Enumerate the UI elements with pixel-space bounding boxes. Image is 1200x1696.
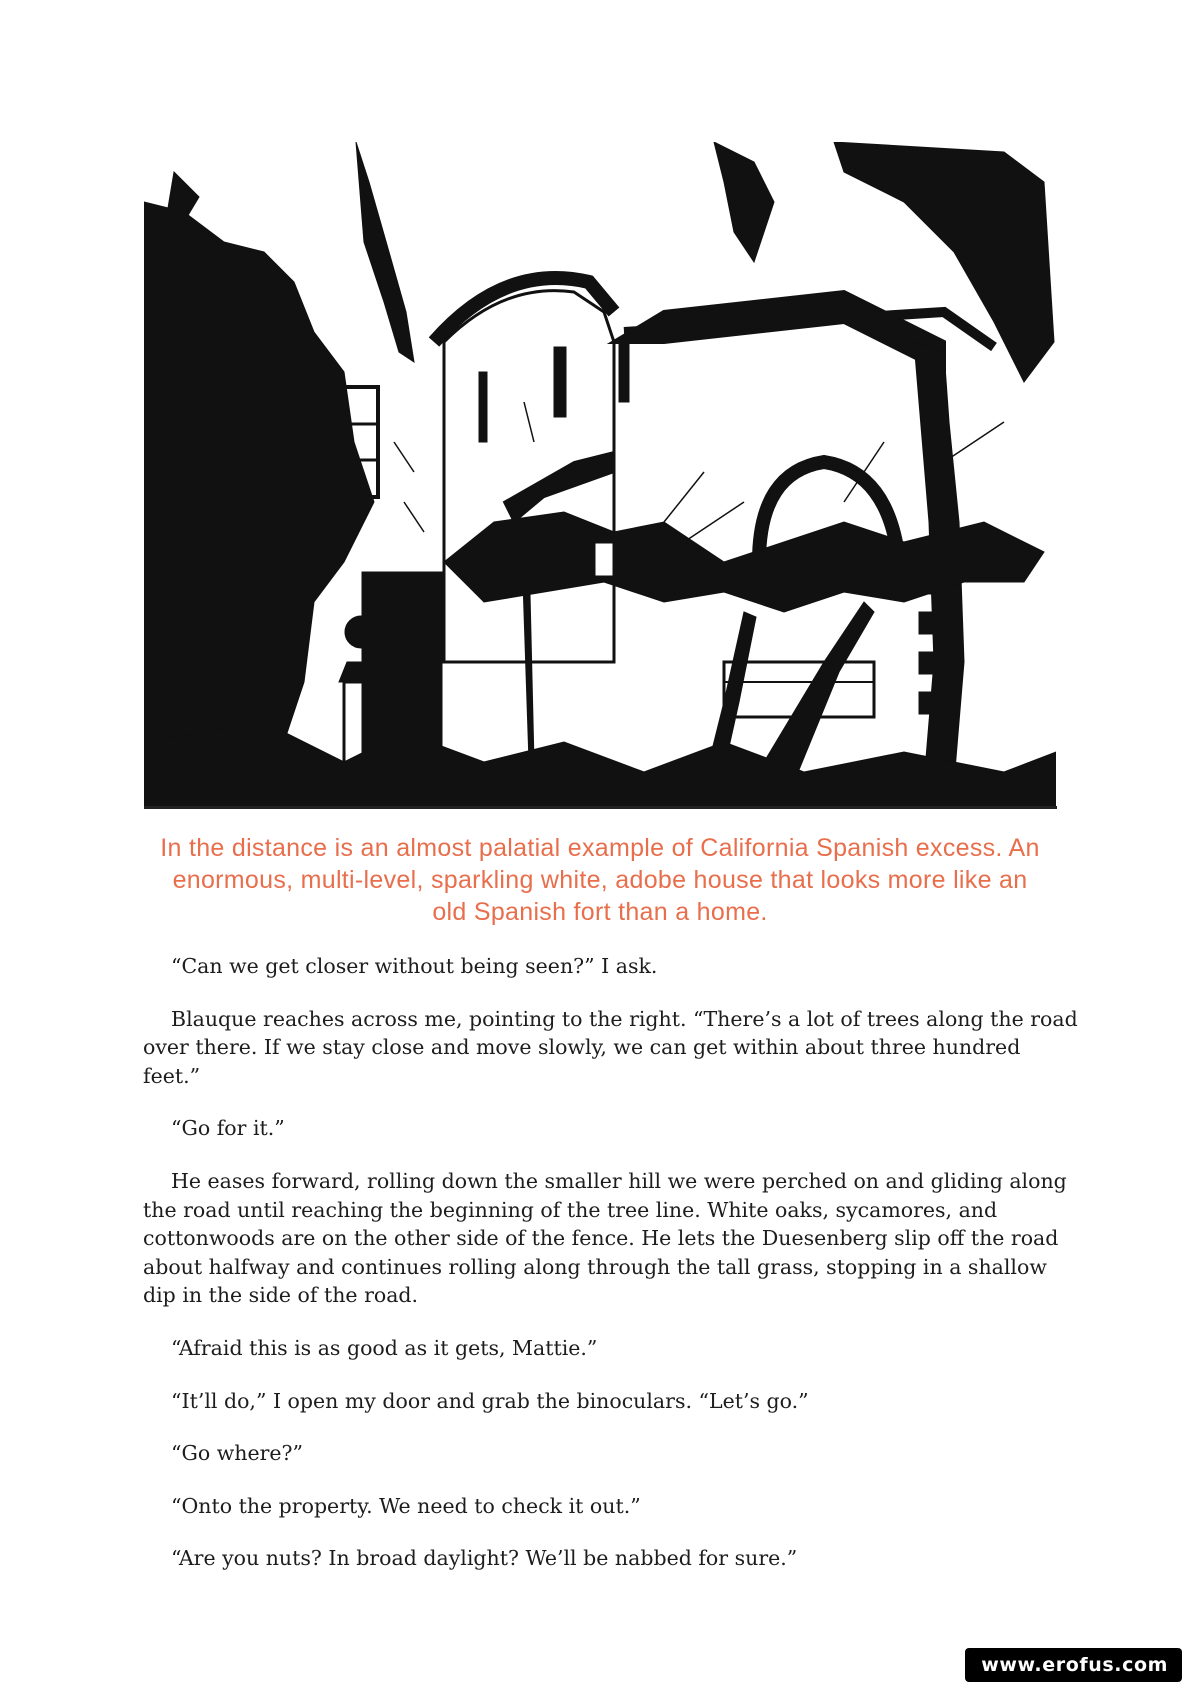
text-line: “Can we get closer without being seen?” I ask. [171,954,658,978]
caption-line: enormous, multi-level, sparkling white, adobe house that looks more like an [172,866,1028,894]
text-line: feet.” [143,1063,201,1088]
text-line: “Go where?” [171,1441,303,1466]
site-watermark[interactable]: www.erofus.com [965,1648,1182,1682]
paragraph [143,1167,1067,1310]
ink-drawing [144,142,1056,806]
text-line: over there. If we stay close and move slowly, we can get within about three hundred [143,1035,1021,1060]
story-body [143,952,1078,1573]
illustration-rule [144,806,1057,809]
text-line: dip in the side of the road. [143,1283,419,1308]
paragraph [143,1387,1057,1416]
text-line: “Afraid this is as good as it gets, Mattie.” [171,1335,598,1360]
paragraph [143,1334,1057,1363]
text-line: about halfway and continues rolling along through the tall grass, stopping in a shallow [143,1254,1047,1279]
text-line: Blauque reaches across me, pointing to the right. “There’s a lot of trees along the road [171,1006,1078,1031]
text-line: “Onto the property. We need to check it out.” [171,1493,641,1518]
text-line: “Are you nuts? In broad daylight? We’ll be nabbed for sure.” [171,1546,798,1571]
caption-line: old Spanish fort than a home. [432,898,768,926]
paragraph [143,1544,1057,1573]
house-illustration [144,142,1056,806]
paragraph [143,952,1057,981]
text-line: the road until reaching the beginning of the tree line. White oaks, sycamores, and [143,1197,998,1222]
paragraph [143,1492,1057,1521]
text-line: He eases forward, rolling down the smaller hill we were perched on and gliding along [171,1168,1067,1193]
paragraph [143,1005,1078,1091]
paragraph [143,1439,1057,1468]
illustration-caption [144,832,1056,928]
paragraph [143,1114,1057,1143]
caption-line: In the distance is an almost palatial example of California Spanish excess. An [160,834,1040,862]
text-line: cottonwoods are on the other side of the fence. He lets the Duesenberg slip off the road [143,1226,1059,1251]
text-line: “Go for it.” [171,1116,285,1141]
text-line: “It’ll do,” I open my door and grab the binoculars. “Let’s go.” [171,1388,809,1413]
